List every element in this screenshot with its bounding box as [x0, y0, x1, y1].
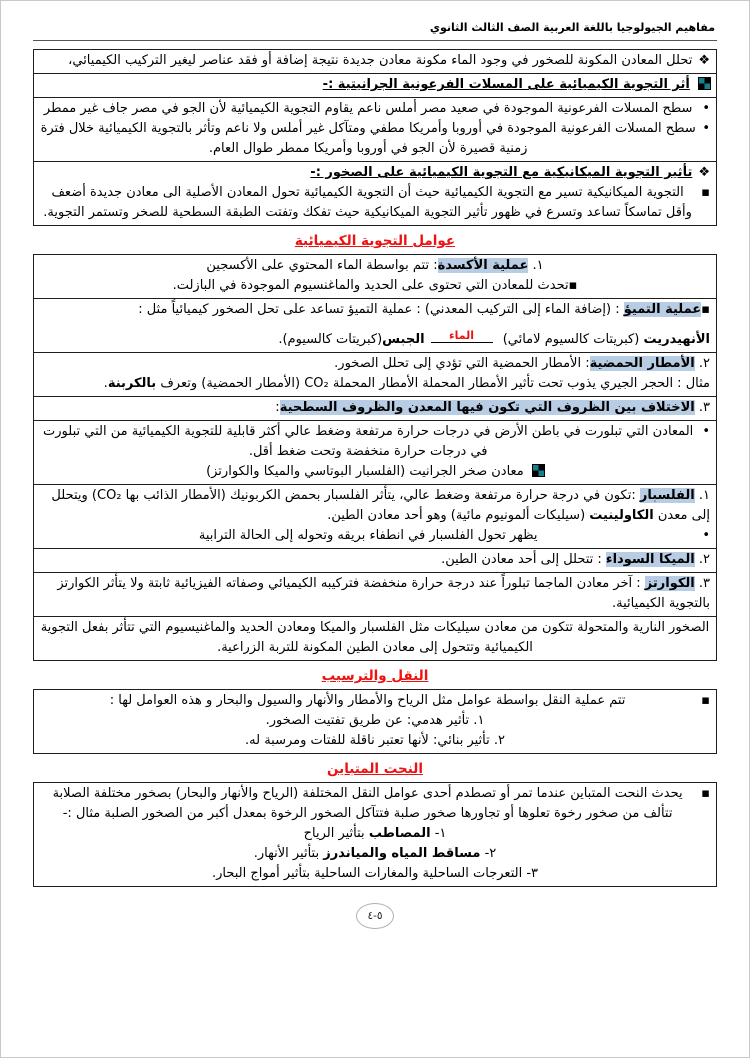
mica-term: الميكا السوداء: [605, 552, 695, 567]
transport-box: [33, 689, 717, 754]
erosion-item1-term: المصاطب: [368, 826, 431, 841]
transport-intro-row: [39, 691, 711, 711]
obelisks-point-europe-text: سطح المسلات الفرعونية الموجودة في أوروبا وأمريكا مطفي ومتآكل غير أملس ولا ناعم وتأثر بالتجوية الكيميائية خلال فترة زمنية قصيرة لأن الجو في أوروبا وأمريكا ممطر طوال العام.: [40, 121, 696, 156]
mica-number: ٢.: [694, 552, 710, 567]
quartz-box: [33, 572, 717, 617]
conditions-term: الاختلاف بين الظروف التي تكون فيها المعدن والظروف السطحية: [279, 400, 695, 415]
factors-heading: عوامل التجوية الكيميائية: [294, 233, 456, 249]
transport-item-destructive: ١. تأثير هدمي: عن طريق تفتيت الصخور.: [265, 713, 485, 728]
quartz-line: [39, 574, 711, 614]
kaolinite-term: الكاولينيت: [589, 508, 654, 523]
mechanical-body-text: التجوية الميكانيكية تسير مع التجوية الكيميائية حيث أن التجوية الكيميائية تحول المعادن الأصلية الى معادن جديدة أضعف وأقل تماسكاً تساعد وتسرع في ظهور تأثير التجوية الميكانيكية حيث تفكك وتفتت الطبقة السطحية للصخر وتستمر التجوية.: [43, 185, 692, 220]
anhydrite-term: الأنهيدريت: [643, 332, 710, 347]
checker-square-icon: [699, 78, 710, 89]
feldspar-text2: (سيليكات ألمونيوم مائية) وهو أحد معادن الطين.: [327, 508, 590, 523]
obelisks-heading: أثر التجوية الكيميائية على المسلات الفرعونية الجرانيتية :-: [322, 77, 690, 92]
header-title: مفاهيم الجيولوجيا باللغة العربية الصف الثالث الثانوي: [429, 21, 715, 34]
square-bullet-icon: ▪: [701, 185, 710, 200]
obelisks-point-egypt-text: سطح المسلات الفرعونية الموجودة في صعيد مصر أملس ناعم يقاوم التجوية الكيميائية لأن الجو في مصر جاف غير ممطر: [43, 101, 693, 116]
quartz-term: الكوارتز: [644, 576, 695, 591]
document-header: [33, 17, 717, 41]
crystallization-box: [33, 420, 717, 485]
acid-rain-example-text: مثال : الحجر الجيري يذوب تحت تأثير الأمطار المحملة الأمطار المحملة CO₂ (الأمطار الحمضية) وتعرف: [156, 376, 710, 391]
feldspar-note-text: يظهر تحول الفلسبار في انطفاء بريقه وتحوله إلى الحالة الترابية: [198, 528, 538, 543]
erosion-item-waterfalls: [39, 844, 711, 864]
oxidation-number: ١.: [528, 258, 544, 273]
square-bullet-icon: ▪: [701, 693, 710, 708]
oxidation-line2: ▪تحدث للمعادن التي تحتوى على الحديد والماغنسيوم الموجودة في البازلت.: [172, 278, 578, 293]
erosion-intro-text: يحدث النحت المتباين عندما تمر أو تصطدم أحدى عوامل النقل المختلفة (الرياح والأنهار والبحار) بصخور مختلفة الصلابة تتألف من صخور رخوة تعلوها أو تجاورها صخور صلبة فتتآكل الصخور الرخوة بمعدل أكبر من الصخور الصلبة مثال :-: [52, 786, 683, 821]
mechanical-box: [33, 161, 717, 226]
quartz-text: : آخر معادن الماجما تبلوراً عند درجة حرارة منخفضة فتركيبه الكيميائي وصفاته الفيزيائية ثابتة ولا يتأثر الكوارتز بالتجوية الكيميائية.: [57, 576, 710, 611]
feldspar-text: :تكون في درجة حرارة مرتفعة وضغط عالي، يتأثر الفلسبار بحمض الكربونيك (الأمطار الذائب بها CO₂) ويتحلل إلى معدن: [51, 488, 710, 523]
gypsum-term: الجبس: [382, 332, 425, 347]
obelisks-point-egypt: [39, 99, 711, 119]
erosion-intro-row: [39, 784, 711, 824]
dot-bullet-icon: •: [702, 121, 710, 136]
hydration-line: [39, 300, 711, 320]
intro-row: [39, 51, 711, 71]
transport-heading: النقل والترسيب: [321, 668, 429, 684]
acid-rain-line: [39, 354, 711, 374]
transport-intro-text: تتم عملية النقل بواسطة عوامل مثل الرياح والأمطار والأنهار والسيول والبحار و هذه العوامل لها :: [109, 693, 626, 708]
square-bullet-icon: ▪: [701, 786, 710, 801]
feldspar-line: [39, 486, 711, 526]
page-number: ٥-٤: [367, 910, 383, 922]
mica-box: [33, 548, 717, 573]
crystallization-point: [39, 422, 711, 462]
acid-rain-box: [33, 352, 717, 397]
obelisks-point-europe: [39, 119, 711, 159]
conditions-box: [33, 396, 717, 421]
igneous-box: [33, 616, 717, 661]
erosion-item2-term: مساقط المياه والمياندرز: [323, 846, 481, 861]
acid-rain-term: الأمطار الحمضية: [589, 356, 695, 371]
hydration-box: [33, 298, 717, 353]
acid-rain-text: : الأمطار الحمضية التي تؤدي إلى تحلل الصخور.: [334, 356, 590, 371]
erosion-box: [33, 782, 717, 887]
obelisks-box: [33, 73, 717, 162]
feldspar-number: ١.: [694, 488, 710, 503]
gypsum-formula: (كبريتات كالسيوم).: [278, 332, 383, 347]
mica-text: : تتحلل إلى أحد معادن الطين.: [441, 552, 606, 567]
acid-rain-example-end: .: [103, 376, 108, 391]
oxidation-term: عملية الأكسدة: [437, 258, 529, 273]
mechanical-heading-row: [39, 163, 711, 183]
mechanical-body-row: [39, 183, 711, 223]
erosion-item-terraces: [39, 824, 711, 844]
mechanical-heading: تأثير التجوية الميكانيكية مع التجوية الكيميائية على الصخور :-: [310, 165, 693, 180]
erosion-item2-text: بتأثير الأنهار.: [253, 846, 324, 861]
mica-line: [39, 550, 711, 570]
dot-bullet-icon: •: [702, 101, 710, 116]
diamond-bullet-icon: ❖: [698, 165, 710, 180]
conditions-line: [39, 398, 711, 418]
hydration-term: عملية التميؤ: [623, 302, 702, 317]
erosion-item1-number: ١-: [430, 826, 447, 841]
oxidation-text: : تتم بواسطة الماء المحتوي على الأكسجين: [206, 258, 438, 273]
erosion-item2-number: ٢-: [480, 846, 497, 861]
feldspar-term: الفلسبار: [639, 488, 695, 503]
checker-square-icon: [533, 465, 544, 476]
water-label: الماء: [449, 329, 475, 342]
granite-minerals-row: [39, 462, 711, 482]
igneous-text: الصخور النارية والمتحولة تتكون من معادن سيليكات مثل الفلسبار والميكا ومعادن الحديد والماغنيسيوم التي تتأثر بفعل التجوية الكيميائية وتتحول إلى معادن الطين المكونة للتربة الزراعية.: [40, 620, 710, 655]
transport-item-constructive: ٢. تأثير بنائي: لأنها تعتبر ناقلة للفتات ومرسبة له.: [245, 733, 505, 748]
erosion-item1-text: بتأثير الرياح: [303, 826, 369, 841]
hydration-equation: [39, 320, 711, 350]
erosion-item-coastal: ٣- التعرجات الساحلية والمغارات الساحلية بتأثير أمواج البحار.: [212, 866, 538, 881]
feldspar-note-row: [39, 526, 711, 546]
obelisks-heading-row: [34, 75, 716, 98]
feldspar-box: [33, 484, 717, 549]
erosion-heading: النحت المتباين: [327, 761, 423, 777]
crystallization-text: المعادن التي تبلورت في باطن الأرض في درجات حرارة مرتفعة وضغط عالي أكثر قابلية للتجوية الكيميائية من التي تبلورت في درجات حرارة منخفضة وتحت ضغط أقل.: [43, 424, 694, 459]
conditions-colon: :: [275, 400, 280, 415]
acid-rain-number: ٢.: [694, 356, 710, 371]
dot-bullet-icon: •: [702, 528, 710, 543]
dot-bullet-icon: •: [702, 424, 710, 439]
intro-text: تحلل المعادن المكونة للصخور في وجود الماء مكونة معادن جديدة نتيجة إضافة أو فقد عناصر ليغير التركيب الكيميائي،: [68, 53, 693, 68]
hydration-text: : (إضافة الماء إلى التركيب المعدني) : عملية التميؤ تساعد على تحل الصخور كيميائياً مثل :: [138, 302, 624, 317]
carbonation-term: بالكربنة: [107, 376, 157, 391]
intro-box: [33, 49, 717, 74]
document-content: [33, 49, 717, 929]
anhydrite-formula: (كبريتات كالسيوم لامائي): [498, 332, 644, 347]
oxidation-line: [39, 256, 711, 276]
conditions-number: ٣.: [694, 400, 710, 415]
acid-rain-example: [39, 374, 711, 394]
oxidation-box: [33, 254, 717, 299]
quartz-number: ٣.: [694, 576, 710, 591]
reaction-arrow: [431, 329, 493, 343]
square-bullet-icon: ▪: [701, 302, 710, 317]
page-number-badge: [356, 903, 394, 929]
granite-minerals-text: معادن صخر الجرانيت (الفلسبار البوتاسي والميكا والكوارتز): [206, 464, 524, 479]
diamond-bullet-icon: ❖: [698, 53, 710, 68]
